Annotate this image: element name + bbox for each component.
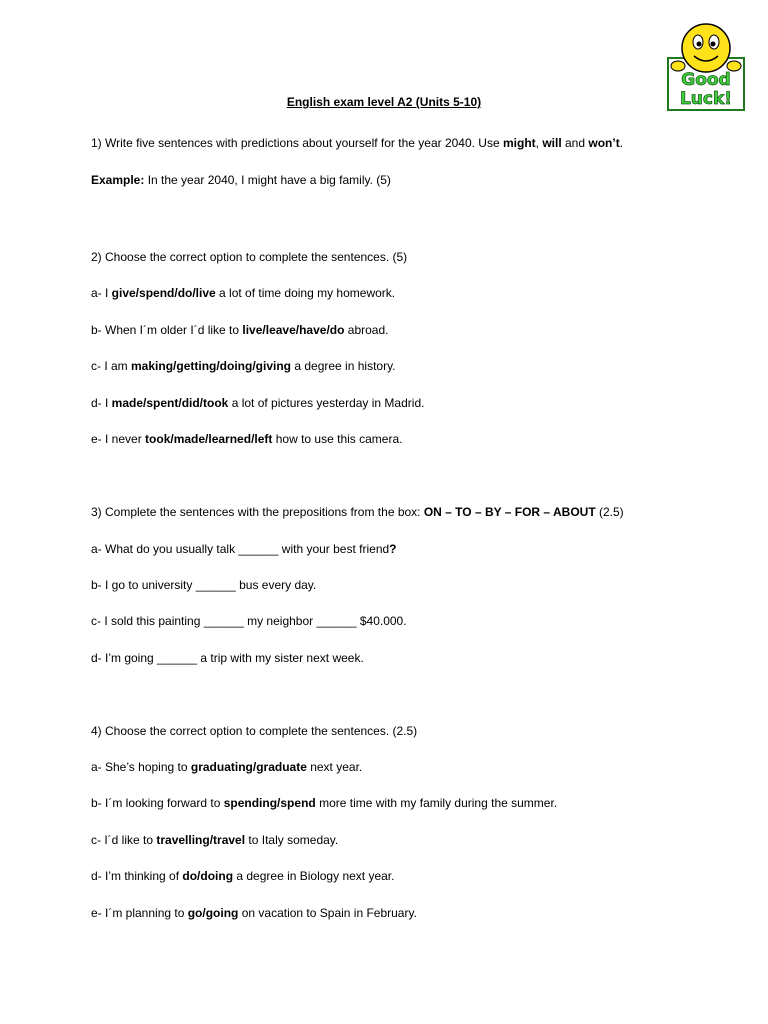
question-4-item-b: b- I´m looking forward to spending/spend more time with my family during the summer. (91, 796, 558, 810)
question-4: 4) Choose the correct option to complete the sentences. (2.5) (91, 724, 418, 738)
logo-text-good: Good (681, 70, 731, 90)
question-2: 2) Choose the correct option to complete the sentences. (5) (91, 250, 408, 264)
exam-title: English exam level A2 (Units 5-10) (286, 95, 482, 109)
question-4-item-a: a- She’s hoping to graduating/graduate next year. (91, 760, 363, 774)
question-2-item-b: b- When I´m older I´d like to live/leave/have/do abroad. (91, 323, 389, 337)
question-2-item-d: d- I made/spent/did/took a lot of pictures yesterday in Madrid. (91, 396, 425, 410)
question-3: 3) Complete the sentences with the prepositions from the box: ON – TO – BY – FOR – ABOUT (2.5) (91, 505, 624, 519)
question-3-item-b: b- I go to university ______ bus every day. (91, 578, 317, 592)
question-1: 1) Write five sentences with predictions about yourself for the year 2040. Use might, will and won’t. (91, 136, 624, 150)
question-4-item-e: e- I´m planning to go/going on vacation to Spain in February. (91, 906, 417, 920)
question-3-item-a: a- What do you usually talk ______ with your best friend? (91, 542, 397, 556)
question-3-item-c: c- I sold this painting ______ my neighbor ______ $40.000. (91, 614, 407, 628)
question-2-item-c: c- I am making/getting/doing/giving a degree in history. (91, 359, 396, 373)
question-4-item-d: d- I’m thinking of do/doing a degree in Biology next year. (91, 869, 395, 883)
question-2-item-e: e- I never took/made/learned/left how to use this camera. (91, 432, 403, 446)
question-4-item-c: c- I´d like to travelling/travel to Italy someday. (91, 833, 339, 847)
question-3-item-d: d- I’m going ______ a trip with my sister next week. (91, 651, 364, 665)
question-2-item-a: a- I give/spend/do/live a lot of time doing my homework. (91, 286, 396, 300)
question-1-example: Example: In the year 2040, I might have a big family. (5) (91, 173, 391, 187)
logo-text-luck: Luck! (679, 89, 733, 109)
